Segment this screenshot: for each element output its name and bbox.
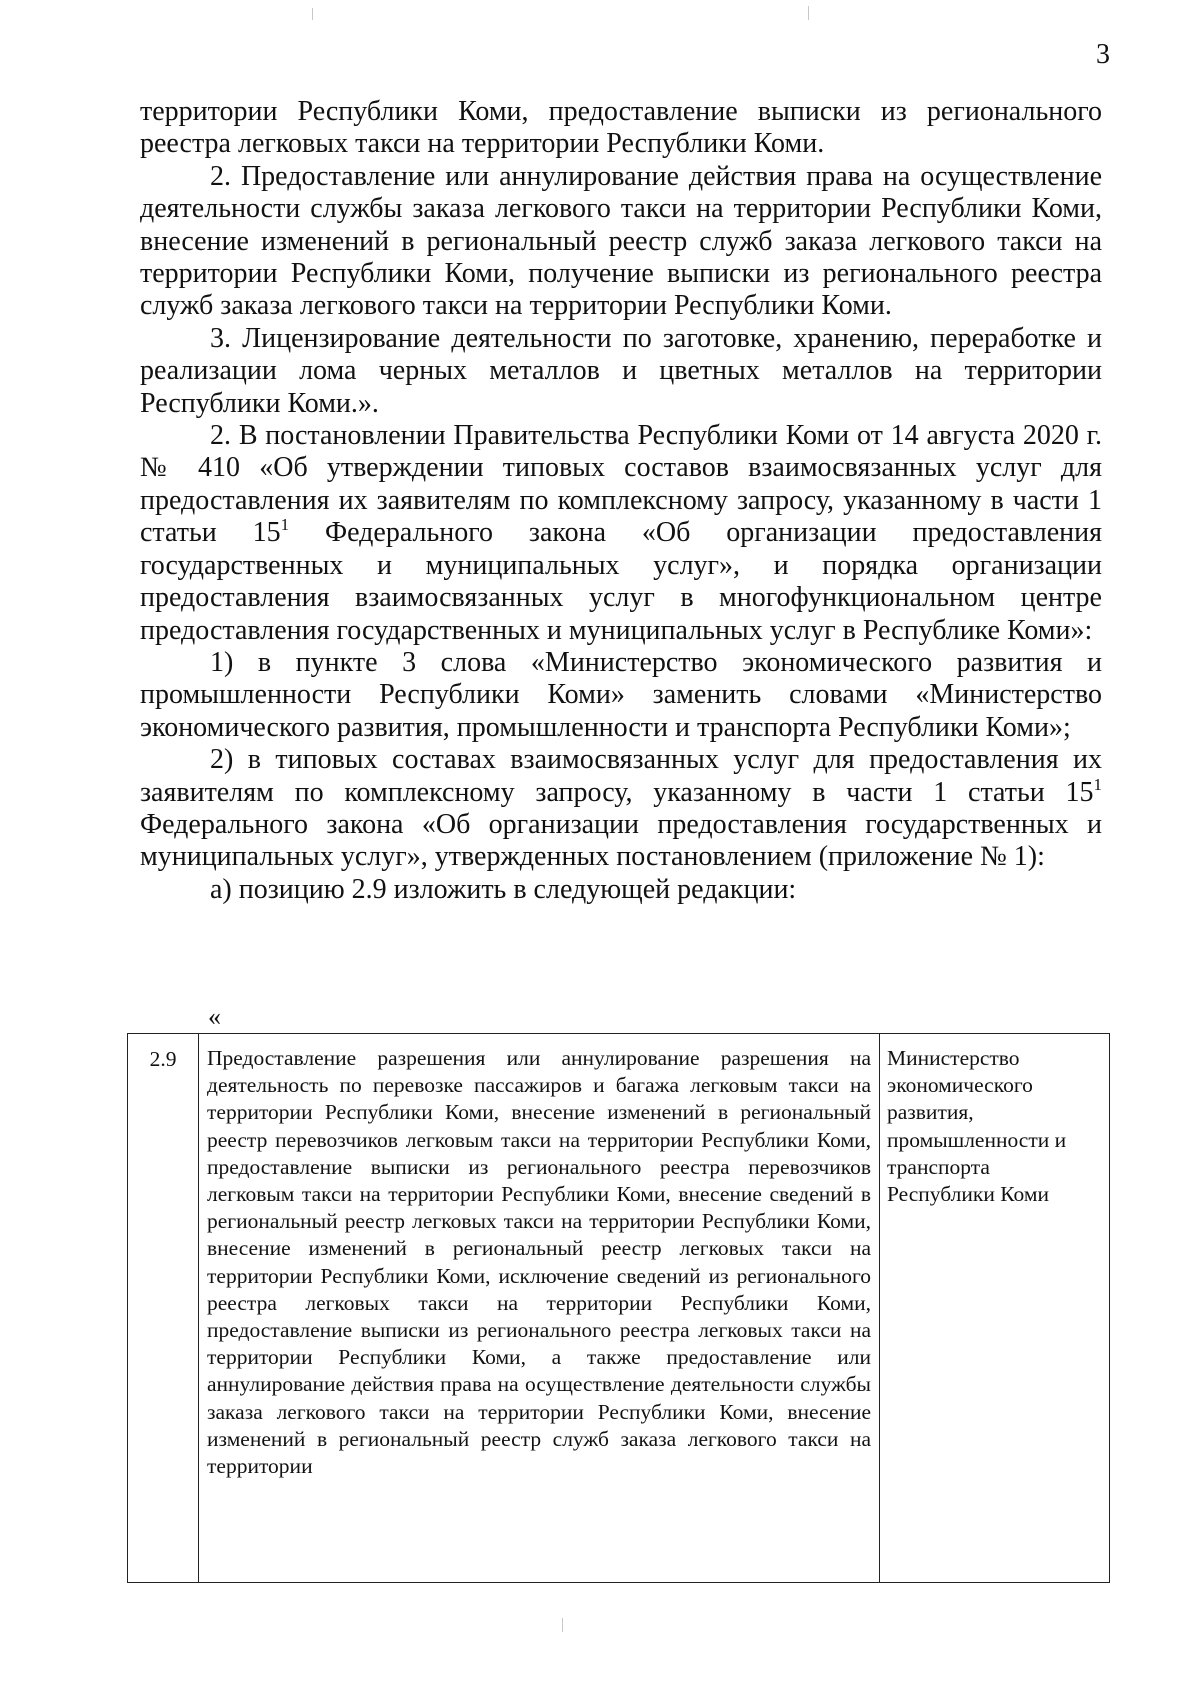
paragraph-continuation: территории Республики Коми, предоставление выписки из регионального реестра легковых такси на территории Республики Коми. (140, 96, 1102, 160)
paragraph-subitem-2-text-cont: Федерального закона «Об организации предоставления государственных и муниципальных услуг», утвержденных постановлением (приложение № 1): (140, 808, 1102, 873)
paragraph-subitem-a: а) позицию 2.9 изложить в следующей редакции: (210, 873, 797, 905)
paragraph-item-3: 3. Лицензирование деятельности по заготовке, хранению, переработке и реализации лома черных металлов и цветных металлов на территории Республики Коми.». (140, 322, 1102, 419)
paragraph-subitem-2 (140, 744, 1102, 874)
paragraph-section-2-text: 2. В постановлении Правительства Республики Коми от 14 августа 2020 г. № 410 «Об утверждении типовых составов взаимосвязанных услуг для предоставления их заявителям по комплексному запросу, указанному в части 1 статьи 15 (140, 420, 1102, 549)
paragraph-section-2 (140, 420, 1102, 647)
scan-mark (312, 8, 313, 20)
superscript: 1 (1093, 774, 1102, 794)
responsible-organization-cell: Министерство экономического развития, промышленности и транспорта Республики Коми (880, 1034, 1110, 1583)
scan-mark (562, 1618, 563, 1632)
service-description-cell: Предоставление разрешения или аннулирование разрешения на деятельность по перевозке пассажиров и багажа легковым такси на территории Республики Коми, внесение изменений в региональный реестр перевозчиков легковым такси на территории Республики Коми, предоставление выписки из регионального реестра перевозчиков легковым такси на территории Республики Коми, внесение сведений в региональный реестр легковых такси на территории Республики Коми, внесение изменений в региональный реестр легковых такси на территории Республики Коми, исключение сведений из регионального реестра легковых такси на территории Республики Коми, предоставление выписки из регионального реестра легковых такси на территории Республики Коми, а также предоставление или аннулирование действия права на осуществление деятельности службы заказа легкового такси на территории Республики Коми, внесение изменений в региональный реестр служб заказа легкового такси на территории (199, 1034, 880, 1583)
table-row (128, 1034, 1110, 1583)
scan-mark (808, 6, 809, 20)
paragraph-subitem-1: 1) в пункте 3 слова «Министерство экономического развития и промышленности Республики Коми» заменить словами «Министерство экономического развития, промышленности и транспорта Республики Коми»; (140, 646, 1102, 743)
paragraph-item-2: 2. Предоставление или аннулирование действия права на осуществление деятельности службы заказа легкового такси на территории Республики Коми, внесение изменений в региональный реестр служб заказа легкового такси на территории Республики Коми, получение выписки из регионального реестра служб заказа легкового такси на территории Республики Коми. (140, 160, 1102, 322)
position-table (127, 1033, 1110, 1583)
paragraph-subitem-2-text: 2) в типовых составах взаимосвязанных услуг для предоставления их заявителям по комплексному запросу, указанному в части 1 статьи 15 (140, 744, 1102, 808)
opening-quote: « (208, 1002, 221, 1031)
page-number: 3 (1096, 39, 1110, 70)
position-number-cell: 2.9 (128, 1034, 199, 1583)
paragraph-section-2-text-cont: Федерального закона «Об организации предоставления государственных и муниципальных услуг», и порядка организации предоставления взаимосвязанных услуг в многофункциональном центре предоставления государственных и муниципальных услуг в Республике Коми»: (140, 517, 1102, 646)
document-body (140, 96, 1102, 906)
superscript: 1 (280, 515, 290, 535)
